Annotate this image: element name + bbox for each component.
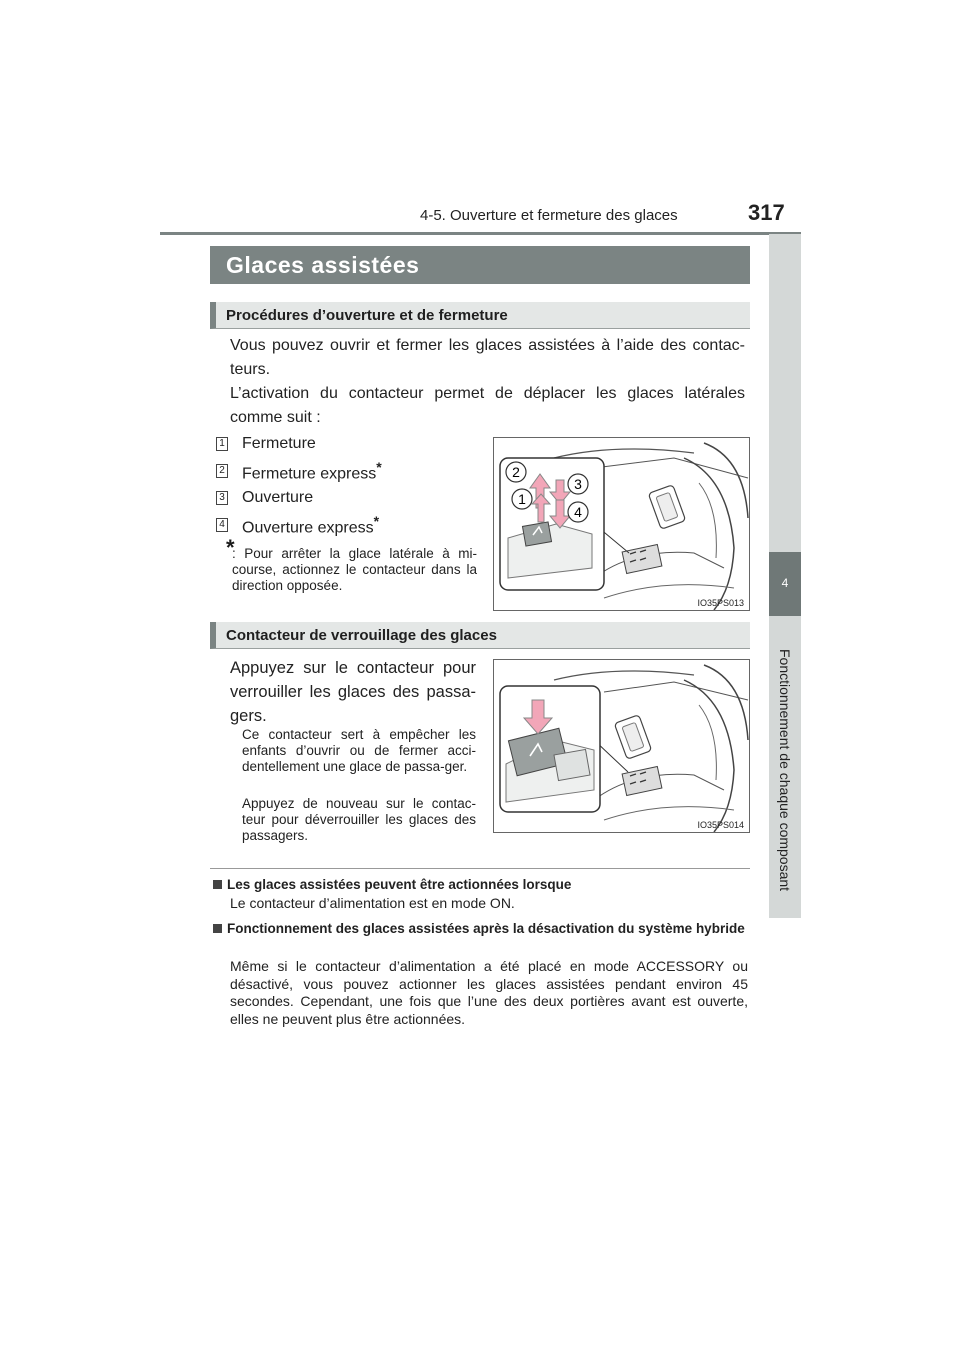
item-number-badge: 3 [216,491,228,505]
item-label: Ouverture express [242,519,374,537]
footnote-marker: * [226,535,235,560]
page-title-bar [210,246,750,284]
list-item [216,487,313,509]
section-breadcrumb: 4-5. Ouverture et fermeture des glaces [420,207,678,224]
note-text: Le contacteur d’alimentation est en mode ON. [230,895,515,911]
notes-divider [210,868,750,869]
lock-note-1: Ce contacteur sert à empêcher les enfants d’ouvrir ou de fermer acci-dentellement une glace de passa-ger. [242,727,476,774]
side-tab-number: 4 [781,576,789,590]
note-heading [213,876,571,893]
note-heading [213,920,749,937]
item-number-badge: 2 [216,464,228,478]
side-tab-number-box [769,552,801,616]
item-asterisk: * [376,458,382,475]
item-asterisk: * [373,512,380,529]
item-number-badge: 1 [216,437,228,451]
section-heading-lock-switch [210,622,750,649]
note-heading-text: Fonctionnement des glaces assistées après la désactivation du système hybride [227,921,745,936]
list-item [216,514,379,536]
figure-code: IO35PS014 [697,820,744,830]
lock-note-2: Appuyez de nouveau sur le contac-teur pour déverrouiller les glaces des passagers. [242,796,476,843]
item-label: Fermeture express [242,465,377,483]
note-heading-text: Les glaces assistées peuvent être actionnées lorsque [227,877,572,892]
page-number: 317 [748,200,785,225]
figure-code: IO35PS013 [697,598,744,608]
item-label: Fermeture [242,435,316,452]
side-tab-label-box [769,622,801,918]
figure-label: 4 [574,504,582,520]
side-tab-label: Fonctionnement de chaque composant [777,648,793,892]
figure-label: 3 [574,476,582,492]
list-item [216,433,316,455]
item-number-badge: 4 [216,518,228,532]
activation-paragraph: L’activation du contacteur permet de déplacer les glaces latérales comme suit : [230,385,745,426]
square-bullet-icon [213,924,222,933]
section-heading-text: Procédures d’ouverture et de fermeture [226,307,508,324]
section-heading-procedures [210,302,750,329]
lock-paragraph: Appuyez sur le contacteur pour verrouiller les glaces des passa-gers. [230,659,476,725]
figure-label: 1 [518,491,526,507]
note-text: Même si le contacteur d’alimentation a été placé en mode ACCESSORY ou désactivé, vous pouvez actionner les glaces assistées pendant environ 45 secondes. Cependant, une fois que l’une des deux portières avant est ouverte, elles ne peuvent plus être actionnées. [230,958,748,1027]
list-item [216,460,382,482]
intro-paragraph: Vous pouvez ouvrir et fermer les glaces assistées à l’aide des contac-teurs. [230,337,745,378]
page-title: Glaces assistées [226,252,420,278]
section-heading-text: Contacteur de verrouillage des glaces [226,627,497,644]
footnote-text: : Pour arrêter la glace latérale à mi-course, actionnez le contacteur dans la direction opposée. [232,546,477,593]
item-label: Ouverture [242,489,314,506]
figure-label: 2 [512,464,520,480]
illustration-lock-switch [493,659,750,833]
header-rule [160,232,801,235]
square-bullet-icon [213,880,222,889]
illustration-window-switch [493,437,750,611]
